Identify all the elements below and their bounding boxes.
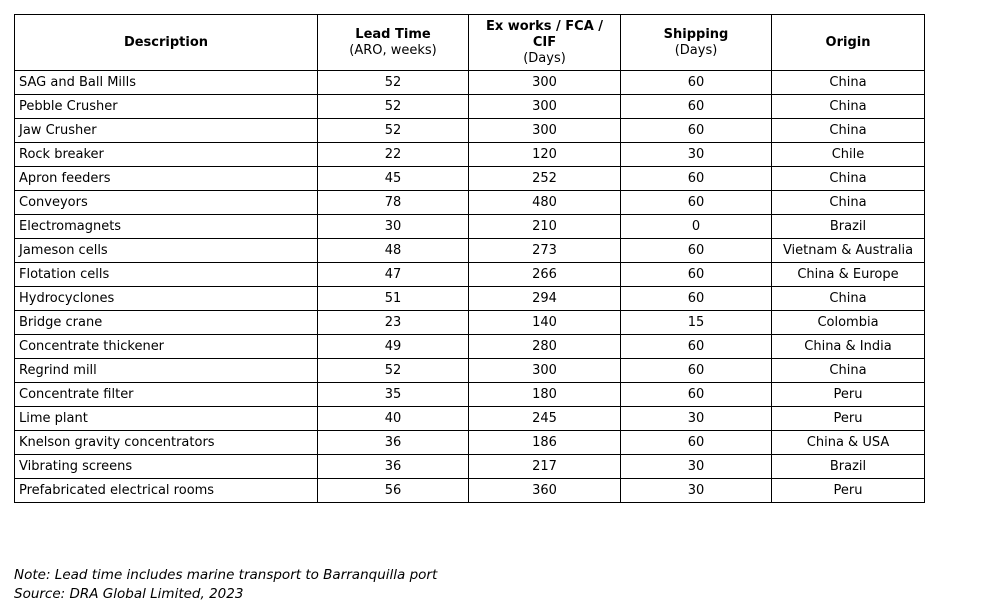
cell-origin: China: [772, 167, 925, 191]
source-text: Source: DRA Global Limited, 2023: [14, 586, 244, 602]
column-header-title: Description: [123, 34, 209, 50]
column-header-origin: [772, 15, 925, 71]
cell-lead-time: 52: [318, 95, 469, 119]
cell-ex-works: 186: [469, 431, 621, 455]
cell-ex-works: 273: [469, 239, 621, 263]
cell-shipping: 60: [621, 191, 772, 215]
cell-description: Prefabricated electrical rooms: [15, 479, 318, 503]
cell-lead-time: 30: [318, 215, 469, 239]
cell-origin: China & USA: [772, 431, 925, 455]
table-row: [15, 431, 925, 455]
cell-description: Jameson cells: [15, 239, 318, 263]
cell-ex-works: 300: [469, 359, 621, 383]
cell-origin: Colombia: [772, 311, 925, 335]
cell-description: Flotation cells: [15, 263, 318, 287]
cell-ex-works: 245: [469, 407, 621, 431]
table-body: [15, 71, 925, 503]
cell-description: Concentrate filter: [15, 383, 318, 407]
column-header-unit: (Days): [674, 42, 718, 58]
cell-lead-time: 22: [318, 143, 469, 167]
cell-shipping: 30: [621, 143, 772, 167]
cell-shipping: 60: [621, 431, 772, 455]
cell-lead-time: 36: [318, 455, 469, 479]
column-header-unit: (Days): [523, 50, 566, 66]
cell-lead-time: 78: [318, 191, 469, 215]
table-row: [15, 287, 925, 311]
cell-lead-time: 47: [318, 263, 469, 287]
column-header-ex-works: [469, 15, 621, 71]
table-row: [15, 71, 925, 95]
table-row: [15, 455, 925, 479]
cell-lead-time: 40: [318, 407, 469, 431]
cell-ex-works: 294: [469, 287, 621, 311]
cell-description: SAG and Ball Mills: [15, 71, 318, 95]
table-row: [15, 143, 925, 167]
cell-lead-time: 48: [318, 239, 469, 263]
cell-ex-works: 360: [469, 479, 621, 503]
column-header-title: Origin: [825, 34, 871, 50]
cell-origin: Brazil: [772, 215, 925, 239]
cell-shipping: 60: [621, 95, 772, 119]
cell-shipping: 60: [621, 287, 772, 311]
cell-lead-time: 36: [318, 431, 469, 455]
cell-shipping: 60: [621, 119, 772, 143]
cell-description: Knelson gravity concentrators: [15, 431, 318, 455]
cell-lead-time: 56: [318, 479, 469, 503]
cell-shipping: 15: [621, 311, 772, 335]
cell-origin: Chile: [772, 143, 925, 167]
cell-ex-works: 280: [469, 335, 621, 359]
cell-description: Hydrocyclones: [15, 287, 318, 311]
table-row: [15, 311, 925, 335]
cell-origin: China: [772, 287, 925, 311]
table-notes: [14, 566, 437, 604]
table-row: [15, 335, 925, 359]
cell-origin: Peru: [772, 479, 925, 503]
cell-ex-works: 210: [469, 215, 621, 239]
cell-lead-time: 45: [318, 167, 469, 191]
cell-description: Jaw Crusher: [15, 119, 318, 143]
column-header-title: Ex works / FCA / CIF: [485, 18, 604, 50]
cell-origin: China: [772, 71, 925, 95]
cell-description: Concentrate thickener: [15, 335, 318, 359]
cell-ex-works: 217: [469, 455, 621, 479]
cell-description: Pebble Crusher: [15, 95, 318, 119]
table-row: [15, 191, 925, 215]
lead-time-table: [14, 14, 925, 503]
column-header-lead-time: [318, 15, 469, 71]
cell-lead-time: 49: [318, 335, 469, 359]
cell-shipping: 30: [621, 455, 772, 479]
table-row: [15, 479, 925, 503]
table-row: [15, 359, 925, 383]
cell-shipping: 60: [621, 239, 772, 263]
column-header-description: [15, 15, 318, 71]
lead-time-table-container: [14, 14, 925, 503]
table-row: [15, 383, 925, 407]
cell-description: Electromagnets: [15, 215, 318, 239]
cell-description: Apron feeders: [15, 167, 318, 191]
cell-origin: Peru: [772, 407, 925, 431]
table-row: [15, 167, 925, 191]
cell-ex-works: 480: [469, 191, 621, 215]
cell-lead-time: 52: [318, 71, 469, 95]
table-row: [15, 215, 925, 239]
note-text: Note: Lead time includes marine transport to Barranquilla port: [14, 567, 438, 583]
cell-ex-works: 180: [469, 383, 621, 407]
cell-ex-works: 266: [469, 263, 621, 287]
cell-ex-works: 300: [469, 95, 621, 119]
cell-lead-time: 52: [318, 119, 469, 143]
cell-shipping: 30: [621, 407, 772, 431]
table-row: [15, 95, 925, 119]
cell-lead-time: 23: [318, 311, 469, 335]
cell-ex-works: 120: [469, 143, 621, 167]
cell-origin: Peru: [772, 383, 925, 407]
cell-description: Rock breaker: [15, 143, 318, 167]
cell-ex-works: 140: [469, 311, 621, 335]
cell-lead-time: 51: [318, 287, 469, 311]
cell-shipping: 60: [621, 383, 772, 407]
cell-origin: Brazil: [772, 455, 925, 479]
cell-origin: China: [772, 95, 925, 119]
column-header-title: Lead Time: [355, 26, 431, 42]
cell-shipping: 60: [621, 335, 772, 359]
cell-description: Vibrating screens: [15, 455, 318, 479]
table-row: [15, 407, 925, 431]
table-row: [15, 239, 925, 263]
cell-origin: China: [772, 119, 925, 143]
cell-lead-time: 52: [318, 359, 469, 383]
column-header-shipping: [621, 15, 772, 71]
table-row: [15, 119, 925, 143]
cell-origin: China: [772, 191, 925, 215]
cell-description: Bridge crane: [15, 311, 318, 335]
cell-origin: Vietnam & Australia: [772, 239, 925, 263]
cell-ex-works: 300: [469, 119, 621, 143]
cell-shipping: 60: [621, 359, 772, 383]
cell-ex-works: 300: [469, 71, 621, 95]
cell-description: Regrind mill: [15, 359, 318, 383]
cell-description: Lime plant: [15, 407, 318, 431]
cell-shipping: 60: [621, 167, 772, 191]
header-row: [15, 15, 925, 71]
cell-origin: China & Europe: [772, 263, 925, 287]
table-header: [15, 15, 925, 71]
column-header-unit: (ARO, weeks): [349, 42, 437, 58]
cell-origin: China: [772, 359, 925, 383]
cell-shipping: 30: [621, 479, 772, 503]
table-row: [15, 263, 925, 287]
cell-ex-works: 252: [469, 167, 621, 191]
cell-description: Conveyors: [15, 191, 318, 215]
cell-lead-time: 35: [318, 383, 469, 407]
cell-shipping: 60: [621, 71, 772, 95]
column-header-title: Shipping: [663, 26, 729, 42]
cell-origin: China & India: [772, 335, 925, 359]
cell-shipping: 0: [621, 215, 772, 239]
cell-shipping: 60: [621, 263, 772, 287]
